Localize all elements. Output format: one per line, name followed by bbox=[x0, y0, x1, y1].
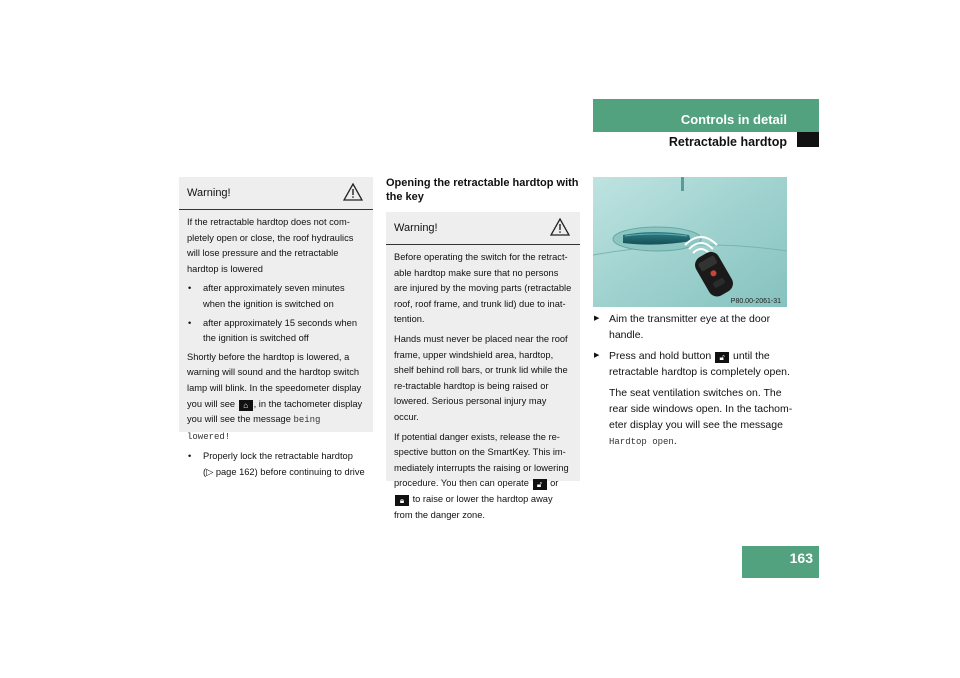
warning-triangle-icon bbox=[343, 183, 363, 201]
warning-triangle-icon bbox=[550, 218, 570, 236]
page-number: 163 bbox=[742, 546, 819, 578]
warning-header bbox=[179, 177, 373, 210]
warning-box-2 bbox=[386, 212, 580, 520]
warning-paragraph: Hands must never be placed near the roof frame, upper windshield area, hardtop, shelf behind roll bars, or trunk lid while the re-tractable hardtop is being raised or lowered. Serious personal injury may occur. bbox=[394, 333, 568, 422]
instruction-step: ▶ Aim the transmitter eye at the door handle. bbox=[593, 311, 793, 343]
header-section-title: Controls in detail bbox=[680, 112, 787, 127]
warning-intro: If the retractable hardtop does not com-pletely open or close, the roof hydraulics will lose pressure and the retractable hardtop is lowered bbox=[187, 217, 354, 274]
warning-title: Warning! bbox=[187, 187, 231, 199]
warning-bullet: • after approximately 15 seconds when the ignition is switched off bbox=[187, 316, 365, 347]
warning-paragraph: Before operating the switch for the retract-able hardtop make sure that no persons are injured by the moving parts (retractable roof, roof frame, and trunk lid) due to inat-tention. bbox=[394, 252, 572, 325]
photo-code: P80.00-2061-31 bbox=[730, 298, 781, 305]
lock-button-icon: 🔒︎ bbox=[395, 495, 409, 506]
header-tab-marker bbox=[797, 132, 819, 147]
warning-box-1 bbox=[179, 177, 373, 477]
car-symbol-icon: ⌂ bbox=[239, 400, 253, 411]
instruction-column bbox=[593, 311, 793, 450]
display-message: being lowered! bbox=[187, 415, 321, 442]
warning-bullet: • Properly lock the retractable hardtop (▷ page 162) before continuing to drive bbox=[187, 449, 365, 480]
display-message: Hardtop open bbox=[609, 437, 674, 447]
instruction-step: ▶ Press and hold button 🔓︎ until the retractable hardtop is completely open. bbox=[593, 348, 793, 380]
instruction-result: The seat ventilation switches on. The rear side windows open. In the tachom-eter display you will see the message Hardtop open. bbox=[609, 387, 793, 447]
section-title: Opening the retractable hardtop with the key bbox=[386, 177, 579, 203]
warning-bullet: • after approximately seven minutes when the ignition is switched on bbox=[187, 281, 365, 312]
unlock-button-icon: 🔓︎ bbox=[533, 479, 547, 490]
unlock-button-icon: 🔓︎ bbox=[715, 352, 729, 363]
warning-title: Warning! bbox=[394, 222, 438, 234]
warning-header bbox=[386, 212, 580, 245]
warning-paragraph: If potential danger exists, release the re-spective button on the SmartKey. This im-mediately interrupts the raising or lowering procedure. You then can operate 🔓︎ or 🔒︎ to raise or lower the hardtop away from the danger zone. bbox=[394, 431, 569, 520]
warning-paragraph: Shortly before the hardtop is lowered, a warning will sound and the hardtop switch lamp will blink. In the speedometer display you will see ⌂ , in the tachometer display you will see the message being lowered! bbox=[187, 351, 363, 442]
door-handle-photo bbox=[593, 177, 787, 307]
header-subsection-title: Retractable hardtop bbox=[668, 135, 787, 149]
